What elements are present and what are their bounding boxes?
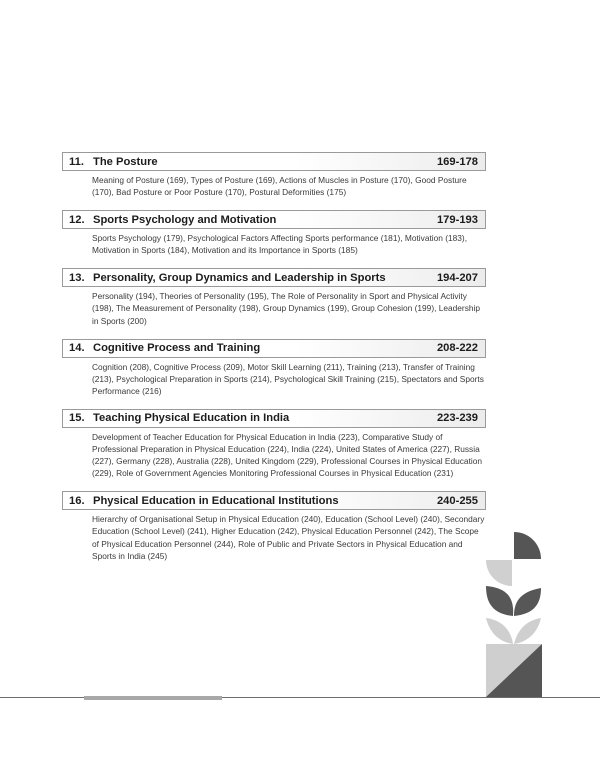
chapter-header[interactable] <box>62 152 486 171</box>
chapter-title: Teaching Physical Education in India <box>93 412 290 425</box>
decorative-shapes <box>486 532 546 697</box>
chapter-entry <box>62 409 486 479</box>
chapter-entry <box>62 152 486 198</box>
quarter-circle-light-shape <box>486 560 512 586</box>
quarter-circle-dark-shape <box>514 532 541 559</box>
chapter-number: 13. <box>69 271 85 284</box>
leaf-dark-shape <box>514 588 541 616</box>
chapter-pages: 194-207 <box>436 271 478 284</box>
chapter-title: Personality, Group Dynamics and Leadership in Sports <box>93 271 386 284</box>
chapter-pages: 169-178 <box>436 155 478 168</box>
chapter-header[interactable] <box>62 409 486 428</box>
leaf-light-shape <box>486 618 513 644</box>
chapter-pages: 240-255 <box>436 494 478 507</box>
chapter-summary: Personality (194), Theories of Personality (195), The Role of Personality in Sport and Physical Activity (198), The Measurement of Personality (198), Group Dynamics (199), Group Cohesion (199), Leadership in Sports (200) <box>92 291 481 326</box>
chapter-pages: 179-193 <box>436 213 478 226</box>
chapter-entry <box>62 268 486 326</box>
leaf-dark-shape <box>486 586 513 616</box>
chapter-summary: Hierarchy of Organisational Setup in Physical Education (240), Education (School Level) (240), Secondary Education (School Level) (241), Higher Education (242), Physical Education Personnel (242), The Scope of Physical Education Personnel (244), Role of Public and Private Sectors in Physical Education and Sports in India (245) <box>92 514 485 561</box>
chapter-title: The Posture <box>93 155 158 168</box>
chapter-title: Physical Education in Educational Institutions <box>93 494 339 507</box>
chapter-entry <box>62 210 486 256</box>
chapter-header[interactable] <box>62 210 486 229</box>
chapter-summary: Meaning of Posture (169), Types of Posture (169), Actions of Muscles in Posture (170), Good Posture (170), Bad Posture or Poor Posture (170), Postural Deformities (175) <box>92 175 467 198</box>
chapter-summary: Development of Teacher Education for Physical Education in India (223), Comparative Study of Professional Preparation in Physical Education (224), India (224), United States of America (227), Russia (227), Germany (228), Australia (228), United Kingdom (229), Professional Courses in Physical Education (229), Role of Government Agencies Monitoring Professional Courses in Physical Education (231) <box>92 431 483 479</box>
chapter-number: 15. <box>69 412 85 425</box>
chapter-summary: Sports Psychology (179), Psychological Factors Affecting Sports performance (181), Motivation (183), Motivation in Sports (184), Motivation and its Importance in Sports (185) <box>92 233 468 256</box>
chapter-entry <box>62 339 486 397</box>
chapter-summary: Cognition (208), Cognitive Process (209), Motor Skill Learning (211), Training (213), Transfer of Training (213), Psychological Preparation in Sports (214), Psychological Skill Training (215), Spectators and Sports Performance (216) <box>92 361 484 396</box>
chapter-number: 14. <box>69 342 85 355</box>
chapter-header[interactable] <box>62 491 486 510</box>
chapter-pages: 223-239 <box>436 412 478 425</box>
chapter-number: 12. <box>69 213 85 226</box>
chapter-number: 16. <box>69 494 85 507</box>
footer-tab <box>84 696 222 700</box>
chapter-title: Sports Psychology and Motivation <box>93 213 277 226</box>
chapter-entry <box>62 491 486 561</box>
chapter-title: Cognitive Process and Training <box>93 342 261 355</box>
chapter-pages: 208-222 <box>436 342 478 355</box>
leaf-light-shape <box>514 618 541 644</box>
chapter-header[interactable] <box>62 339 486 358</box>
chapter-header[interactable] <box>62 268 486 287</box>
chapter-number: 11. <box>69 155 84 168</box>
table-of-contents <box>62 152 486 574</box>
